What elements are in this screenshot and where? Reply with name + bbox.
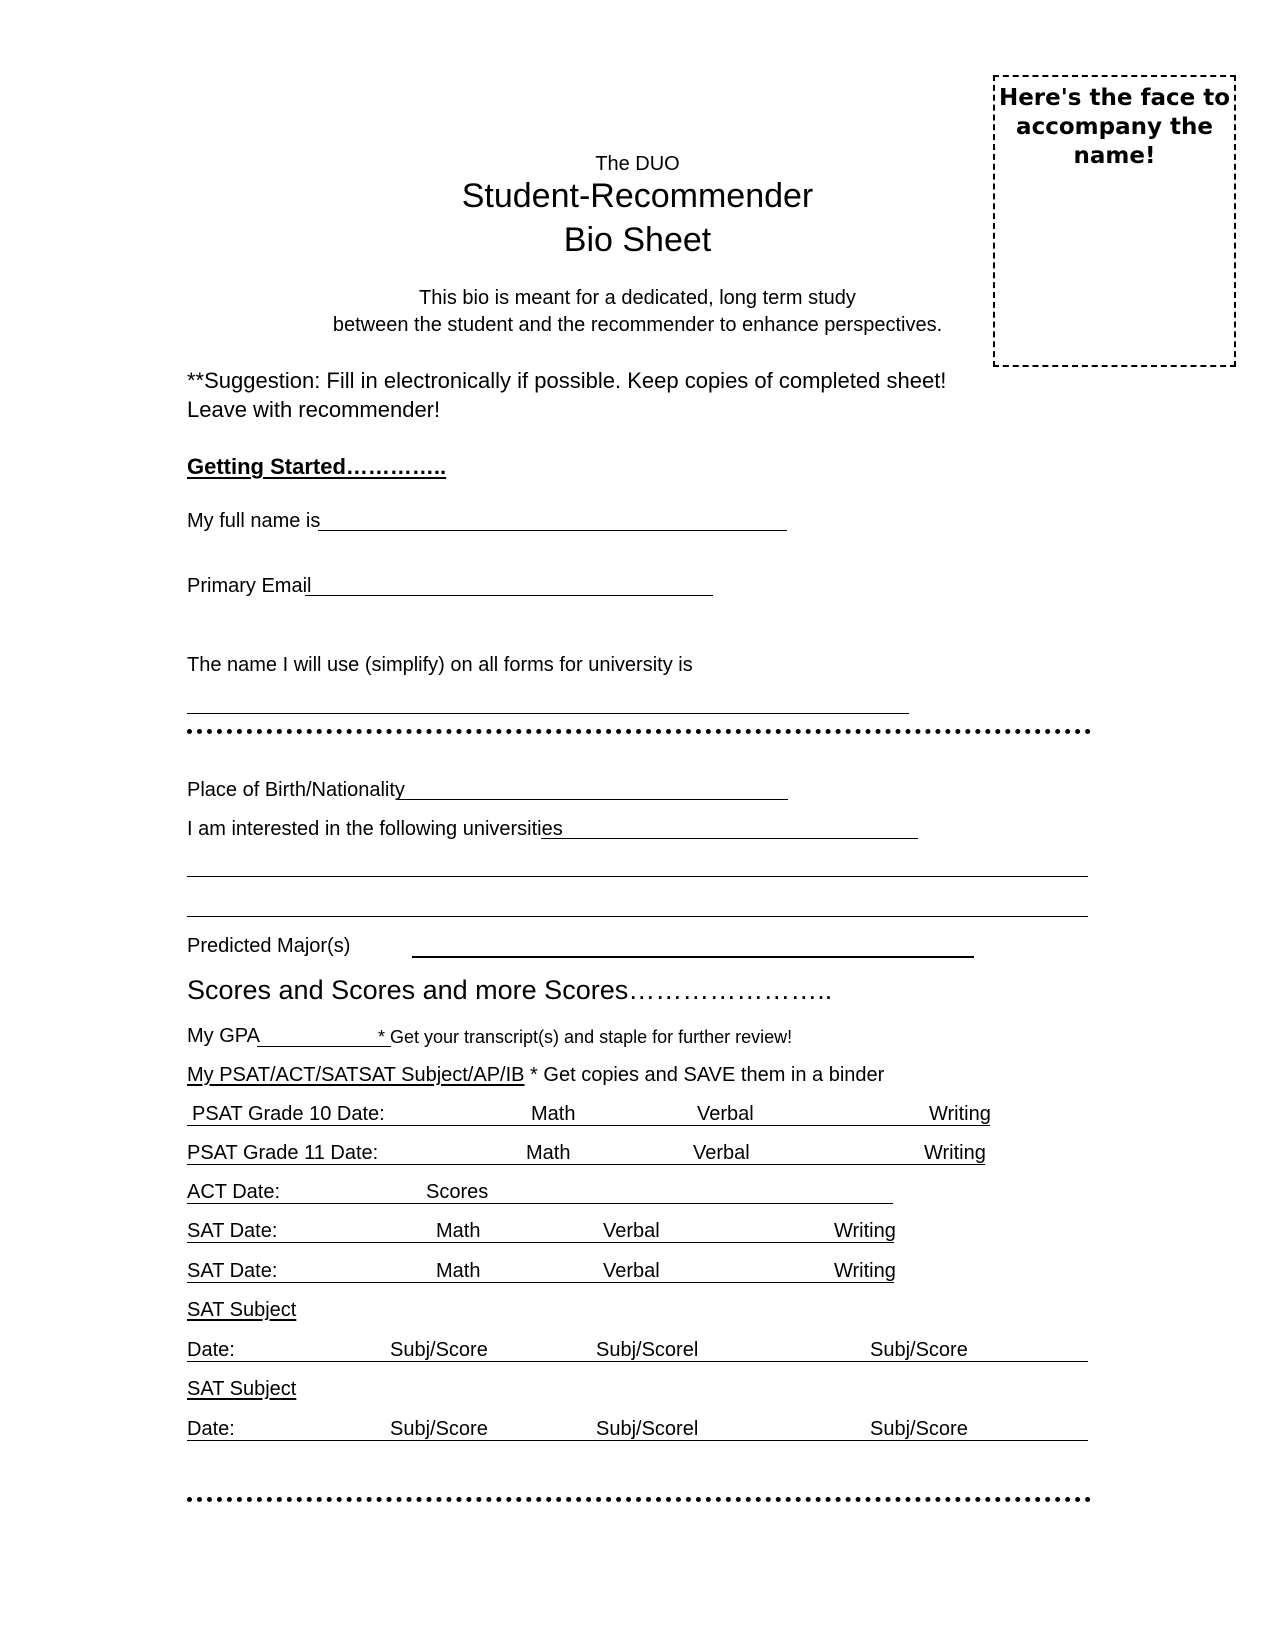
universities-field[interactable] — [541, 838, 918, 839]
scores-heading: Scores and Scores and more Scores………………….. — [187, 975, 833, 1005]
sat2-writing-label: Writing — [834, 1260, 896, 1282]
page-subtitle: Bio Sheet — [563, 221, 712, 259]
intro-line-2: between the student and the recommender to enhance perspectives. — [332, 314, 943, 336]
simplified-name-label: The name I will use (simplify) on all forms for university is — [187, 654, 693, 676]
major-label: Predicted Major(s) — [187, 935, 351, 957]
act-scores-label: Scores — [426, 1181, 489, 1203]
gpa-label: My GPA — [187, 1025, 260, 1047]
gpa-field[interactable] — [257, 1046, 391, 1047]
sat-subject-2-date-label: Date: — [187, 1418, 235, 1440]
psat11-date-label: PSAT Grade 11 Date: — [187, 1142, 379, 1164]
psat10-date-label: PSAT Grade 10 Date: — [192, 1103, 385, 1125]
page-title: Student-Recommender — [461, 177, 814, 215]
tests-note: * Get copies and SAVE them in a binder — [524, 1064, 885, 1086]
suggestion-line-1: **Suggestion: Fill in electronically if possible. Keep copies of completed sheet! — [187, 368, 947, 393]
sat-subject-2-score-1: Subj/Score — [390, 1418, 488, 1440]
psat11-writing-label: Writing — [924, 1142, 986, 1164]
simplified-name-field[interactable] — [187, 713, 909, 714]
sat2-score-field[interactable] — [187, 1282, 894, 1283]
psat11-math-label: Math — [526, 1142, 571, 1164]
sat2-verbal-label: Verbal — [603, 1260, 660, 1282]
sat-subject-1-score-3: Subj/Score — [870, 1339, 968, 1361]
sat1-writing-label: Writing — [834, 1220, 896, 1242]
suggestion-line-2: Leave with recommender! — [187, 397, 441, 422]
psat10-writing-label: Writing — [929, 1103, 991, 1125]
org-name: The DUO — [595, 153, 680, 175]
sat1-score-field[interactable] — [187, 1242, 894, 1243]
birth-field[interactable] — [398, 799, 788, 800]
sat-subject-1-date-label: Date: — [187, 1339, 235, 1361]
sat2-math-label: Math — [436, 1260, 481, 1282]
sat-subject-1-heading: SAT Subject — [187, 1299, 297, 1321]
universities-field-line-2[interactable] — [187, 876, 1088, 877]
sat-subject-1-field[interactable] — [187, 1361, 1088, 1362]
sat1-verbal-label: Verbal — [603, 1220, 660, 1242]
section-divider-bottom — [187, 1497, 1091, 1502]
sat-subject-2-field[interactable] — [187, 1440, 1088, 1441]
act-date-label: ACT Date: — [187, 1181, 280, 1203]
tests-label-row — [187, 1063, 884, 1087]
sat-subject-2-score-2: Subj/Scorel — [596, 1418, 699, 1440]
tests-label: My PSAT/ACT/SATSAT Subject/AP/IB — [187, 1064, 525, 1086]
gpa-note: * Get your transcript(s) and staple for further review! — [378, 1027, 793, 1047]
sat-subject-2-heading: SAT Subject — [187, 1378, 297, 1400]
psat11-score-field[interactable] — [187, 1164, 985, 1165]
major-field[interactable] — [412, 956, 974, 958]
email-field[interactable] — [305, 595, 713, 596]
section-divider — [187, 729, 1091, 734]
sat1-math-label: Math — [436, 1220, 481, 1242]
birth-label: Place of Birth/Nationality — [187, 779, 405, 801]
psat11-verbal-label: Verbal — [693, 1142, 750, 1164]
email-label: Primary Email — [187, 575, 312, 597]
full-name-label: My full name is — [187, 510, 321, 532]
getting-started-heading: Getting Started………….. — [187, 454, 447, 479]
act-score-field[interactable] — [187, 1203, 893, 1204]
full-name-field[interactable] — [318, 530, 787, 531]
sat1-date-label: SAT Date: — [187, 1220, 278, 1242]
sat-subject-1-score-1: Subj/Score — [390, 1339, 488, 1361]
sat2-date-label: SAT Date: — [187, 1260, 278, 1282]
psat10-score-field[interactable] — [187, 1125, 990, 1126]
universities-field-line-3[interactable] — [187, 916, 1088, 917]
sat-subject-1-score-2: Subj/Scorel — [596, 1339, 699, 1361]
sat-subject-2-score-3: Subj/Score — [870, 1418, 968, 1440]
universities-label: I am interested in the following universities — [187, 818, 563, 840]
psat10-math-label: Math — [531, 1103, 576, 1125]
photo-caption: Here's the face to accompany the name! — [998, 85, 1231, 169]
psat10-verbal-label: Verbal — [697, 1103, 754, 1125]
intro-line-1: This bio is meant for a dedicated, long term study — [419, 287, 856, 309]
